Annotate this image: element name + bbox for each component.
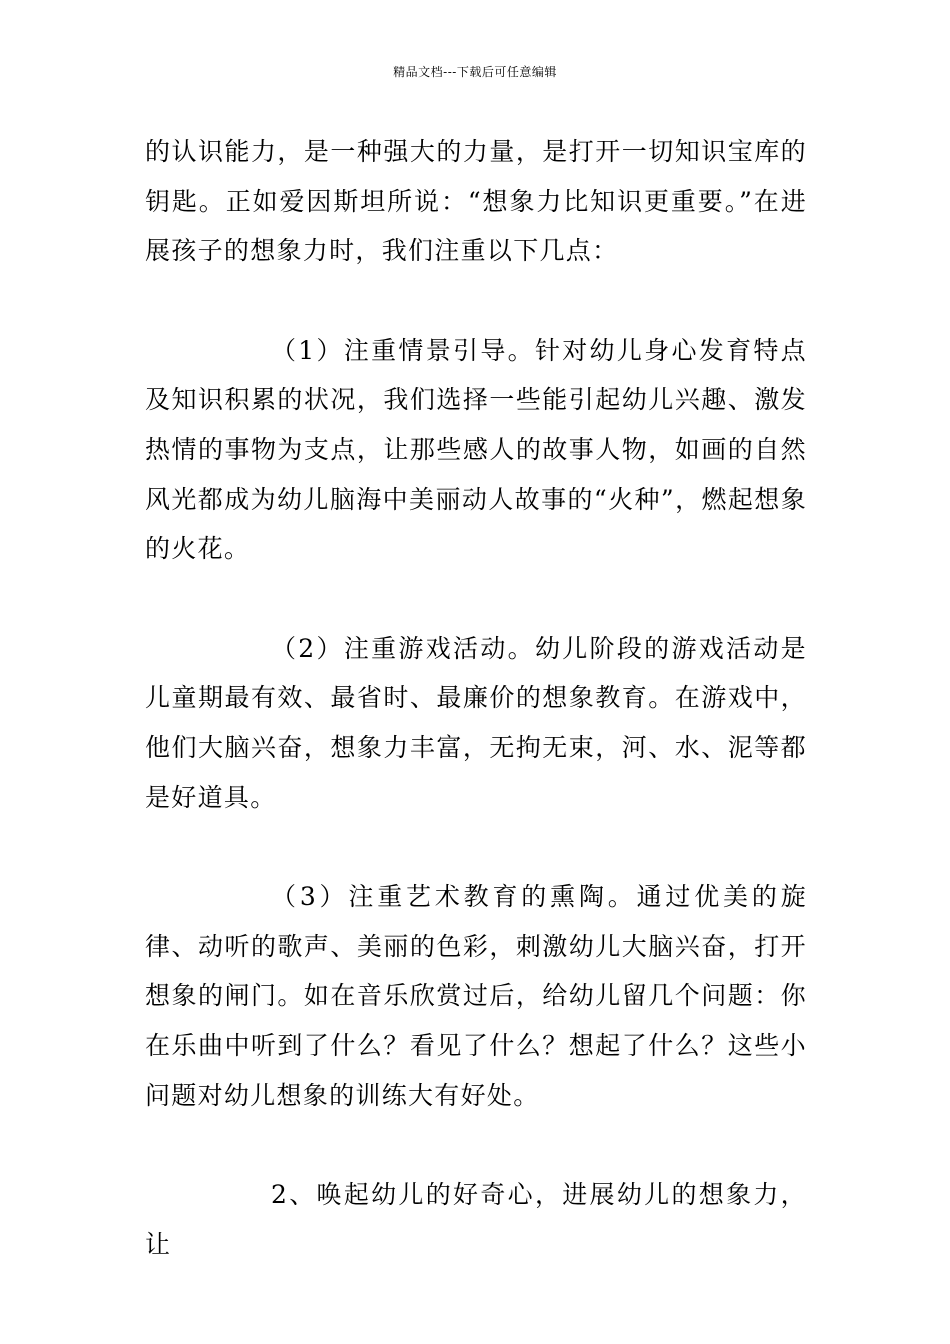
paragraph-point-3: （3）注重艺术教育的熏陶。通过优美的旋律、动听的歌声、美丽的色彩，刺激幼儿大脑兴奋，打开想象的闸门。如在音乐欣赏过后，给幼儿留几个问题：你在乐曲中听到了什么？看见了什么？想起了什么？这些小问题对幼儿想象的训练大有好处。 xyxy=(145,882,807,1110)
paragraph-gap xyxy=(145,574,807,624)
document-body xyxy=(145,127,807,1269)
paragraph-point-1: （1）注重情景引导。针对幼儿身心发育特点及知识积累的状况，我们选择一些能引起幼儿兴趣、激发热情的事物为支点，让那些感人的故事人物，如画的自然风光都成为幼儿脑海中美丽动人故事的“火种”，燃起想象的火花。 xyxy=(145,335,807,564)
paragraph-section-2: 2、唤起幼儿的好奇心，进展幼儿的想象力，让 xyxy=(145,1180,807,1259)
paragraph-gap xyxy=(145,276,807,326)
page-header: 精品文档---下载后可任意编辑 xyxy=(393,65,557,79)
paragraph-point-2: （2）注重游戏活动。幼儿阶段的游戏活动是儿童期最有效、最省时、最廉价的想象教育。在游戏中，他们大脑兴奋，想象力丰富，无拘无束，河、水、泥等都是好道具。 xyxy=(145,633,807,812)
paragraph-gap xyxy=(145,1120,807,1170)
paragraph-continuation: 的认识能力，是一种强大的力量，是打开一切知识宝库的钥匙。正如爱因斯坦所说：“想象力比知识更重要。”在进展孩子的想象力时，我们注重以下几点： xyxy=(145,137,807,266)
paragraph-gap xyxy=(145,822,807,872)
